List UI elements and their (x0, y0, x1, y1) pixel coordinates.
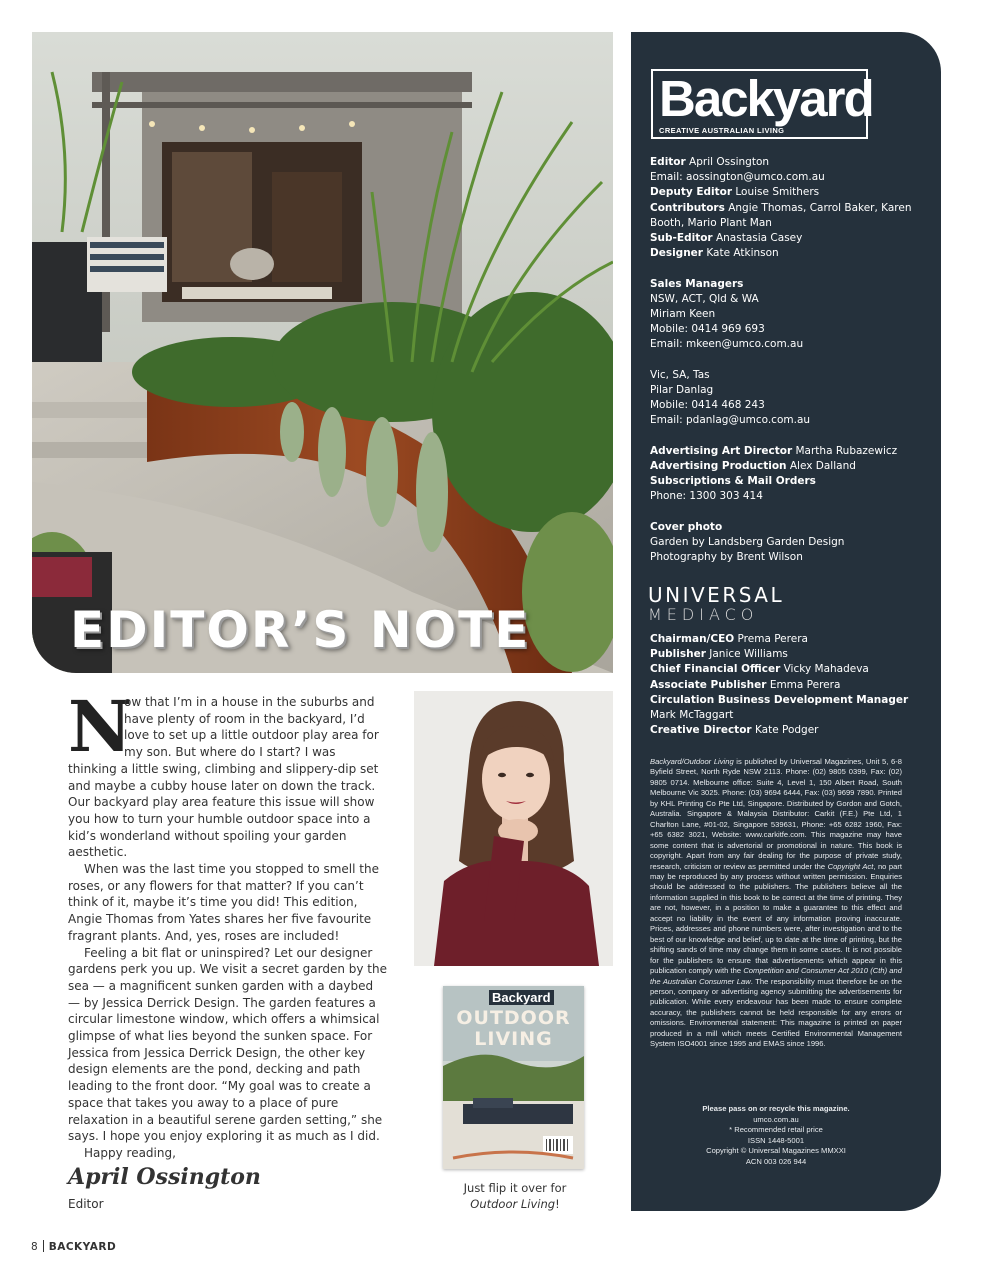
paragraph: When was the last time you stopped to smell the roses, or any flowers for that matter? If you can’t think of it, maybe it’s time you did! This edition, Angie Thomas from Yates shares her five favourite fragrant plants. And, yes, roses are included! (68, 862, 379, 943)
universal-media-logo (648, 584, 784, 624)
cover-title: OUTDOOR LIVING (456, 1007, 571, 1050)
page-folio (31, 1240, 116, 1253)
credit-label: Publisher (650, 648, 706, 661)
page-title: EDITOR’S NOTE (70, 601, 531, 659)
logo-tagline: CREATIVE AUSTRALIAN LIVING (659, 126, 785, 135)
credit-name: Alex Dalland (789, 460, 856, 473)
editor-role: Editor (68, 1197, 104, 1211)
credit-label: Associate Publisher (650, 678, 767, 691)
credit-name: Angie Thomas, Carrol Baker, Karen Booth, Mario Plant Man (650, 201, 912, 229)
legal-act: Competition and Consumer Act 2010 (Cth) and the Australian Consumer Law (650, 966, 902, 986)
legal-text: . The responsibility must therefore be on the person, company or advertising agency submitting the advertisements for publication. While every endeavour has been made to ensure complete accuracy, the publishers cannot be held responsible for any errors or omissions. Environmental statement: This magazine is printed on paper produced in a mill which meets Certified Environmental Management System ISO4001 since 1995 and EMAS since 1996. (650, 976, 902, 1049)
cover-photo-credit: Photography by Brent Wilson (650, 551, 803, 564)
paragraph: ow that I’m in a house in the suburbs and have plenty of room in the backyard, I’d love to set up a little outdoor play area for my son. But where do I start? I was thinking a little swing, climbing and slippery-dip set and maybe a cubby house later on down the track. Our backyard play area feature this issue will show you how to turn your humble outdoor space into a kid’s wonderland without spoiling your garden aesthetic. (68, 695, 379, 860)
magazine-name: BACKYARD (48, 1241, 117, 1253)
credit-label: Deputy Editor (650, 186, 733, 199)
credit-name: Janice Williams (709, 648, 788, 661)
sales-region: NSW, ACT, Qld & WA (650, 292, 759, 305)
legal-text: , no part may be reproduced by any process without written permission. Enquiries should be addressed to the publishers. The publishers believe all the information supplied in this book to be correct at the time of printing. They are not, however, in a position to make a guarantee to this effect and accept no liability in the event of any information proving inaccurate. Prices, addresses and phone numbers were, after investigation and to the best of our knowledge and belief, up to date at the time of printing, but the shifting sands of time may change them in some cases. It is not possible for the publishers to ensure that advertisements which appear in this publication comply with the (650, 861, 902, 976)
subs-phone: Phone: 1300 303 414 (650, 490, 763, 503)
cover-caption-title: Outdoor Living (470, 1197, 556, 1211)
credit-name: April Ossington (689, 156, 770, 168)
cover-caption (430, 1180, 600, 1212)
logo-word: Backyard (659, 70, 873, 127)
issn: ISSN 1448-5001 (747, 1135, 805, 1145)
backyard-logo (651, 69, 873, 139)
credit-label: Editor (650, 156, 686, 168)
legal-text: is published by Universal Magazines, Unit 5, 6-8 Byfield Street, North Ryde NSW 2113. Phone: (02) 9805 0399, Fax: (02) 9805 0714. Melbourne office: Suite 4, Level 1, 150 Albert Road, South Melbourne Vic 3025. Phone: (03) 9694 6444, Fax: (03) 9699 7890. Printed by KHL Printing Co Pte Ltd, Singapore. Distributed by Gordon and Gotch, Australia. Singapore & Malaysia Distributor: Carkit (F.E.) Pte Ltd, 1 Charlton Lane, #01-02, Singapore 539631, Phone: +65 6282 1960, Fax: +65 6382 3021, Website: www.carkitfe.com. This magazine may have some content that is advertorial or promotional in nature. This book is copyright. Apart from any fair dealing for the purpose of private study, research, criticism or review as permitted under the (650, 757, 902, 871)
drop-cap: N (68, 685, 132, 768)
paragraph: Feeling a bit flat or uninspired? Let our designer gardens perk you up. We visit a secret garden by the sea — a magnificent sunken garden with a daybed — by Jessica Derrick Design. The garden features a circular limestone window, which offers a whimsical glimpse of what lies beyond the sunken space. For Jessica from Jessica Derrick Design, the other key design elements are the pond, decking and path leading to the front door. “My goal was to create a space that takes you away to a place of pure relaxation in a beautiful serene garden setting,” she says. I hope you enjoy exploring it as much as I did. (68, 945, 387, 1144)
credit-name: Kate Podger (754, 724, 819, 737)
credit-name: Vicky Mahadeva (783, 663, 869, 676)
recycle-note: Please pass on or recycle this magazine. (702, 1104, 850, 1113)
legal-notice (650, 757, 902, 1050)
cover-photo-credit: Garden by Landsberg Garden Design (650, 536, 845, 549)
legal-act: Copyright Act (827, 861, 874, 871)
editorial-credits (650, 155, 930, 565)
legal-title: Backyard/Outdoor Living (650, 757, 734, 766)
credit-label: Chief Financial Officer (650, 663, 781, 676)
garden-photo (32, 32, 613, 673)
credit-name: Louise Smithers (735, 186, 820, 199)
credit-name: Anastasia Casey (715, 232, 803, 245)
cover-caption-end: ! (555, 1197, 560, 1211)
credit-label: Sub-Editor (650, 232, 713, 245)
folio-divider (43, 1240, 44, 1252)
publisher-logo-line: UNIVERSAL (648, 583, 785, 607)
sales-email: Email: pdanlag@umco.com.au (650, 414, 811, 427)
sales-mobile: Mobile: 0414 468 243 (650, 399, 765, 412)
sales-email: Email: mkeen@umco.com.au (650, 338, 804, 351)
credit-label: Chairman/CEO (650, 633, 735, 645)
credit-label: Creative Director (650, 724, 752, 737)
publication-info (650, 1104, 902, 1168)
sales-region: Vic, SA, Tas (650, 368, 710, 381)
credit-name: Mark McTaggart (650, 709, 734, 722)
credit-name: Prema Perera (737, 633, 808, 645)
credit-label: Contributors (650, 201, 725, 214)
cover-photo-heading: Cover photo (650, 520, 723, 533)
cover-brand: Backyard (489, 990, 554, 1005)
credit-name: Emma Perera (769, 678, 841, 691)
paragraph: Happy reading, (84, 1145, 176, 1160)
sales-name: Miriam Keen (650, 308, 716, 321)
credit-email: Email: aossington@umco.com.au (650, 171, 825, 184)
page-number: 8 (31, 1241, 38, 1253)
sales-mobile: Mobile: 0414 969 693 (650, 323, 765, 336)
outdoor-living-cover (443, 986, 584, 1169)
editorial-text (68, 685, 388, 1162)
publisher-logo-line: MEDIACO (648, 605, 759, 624)
credit-label: Designer (650, 247, 703, 260)
credit-label: Advertising Production (650, 460, 787, 473)
price-note: * Recommended retail price (729, 1125, 823, 1135)
credit-label: Subscriptions & Mail Orders (650, 475, 816, 488)
copyright: Copyright © Universal Magazines MMXXI (706, 1146, 846, 1156)
credit-label: Advertising Art Director (650, 444, 793, 457)
executive-credits (650, 632, 930, 738)
editor-portrait (414, 691, 613, 966)
credit-label: Circulation Business Development Manager (650, 693, 909, 706)
sales-heading: Sales Managers (650, 277, 744, 290)
website: umco.com.au (753, 1114, 799, 1124)
sales-name: Pilar Danlag (650, 384, 714, 397)
hero-image (32, 32, 613, 673)
masthead-panel (631, 32, 941, 1211)
credit-name: Kate Atkinson (706, 247, 779, 260)
cover-caption-line: Just flip it over for (463, 1181, 567, 1195)
editor-signature: April Ossington (68, 1164, 261, 1190)
credit-name: Martha Rubazewicz (795, 444, 898, 457)
acn: ACN 003 026 944 (745, 1156, 807, 1166)
